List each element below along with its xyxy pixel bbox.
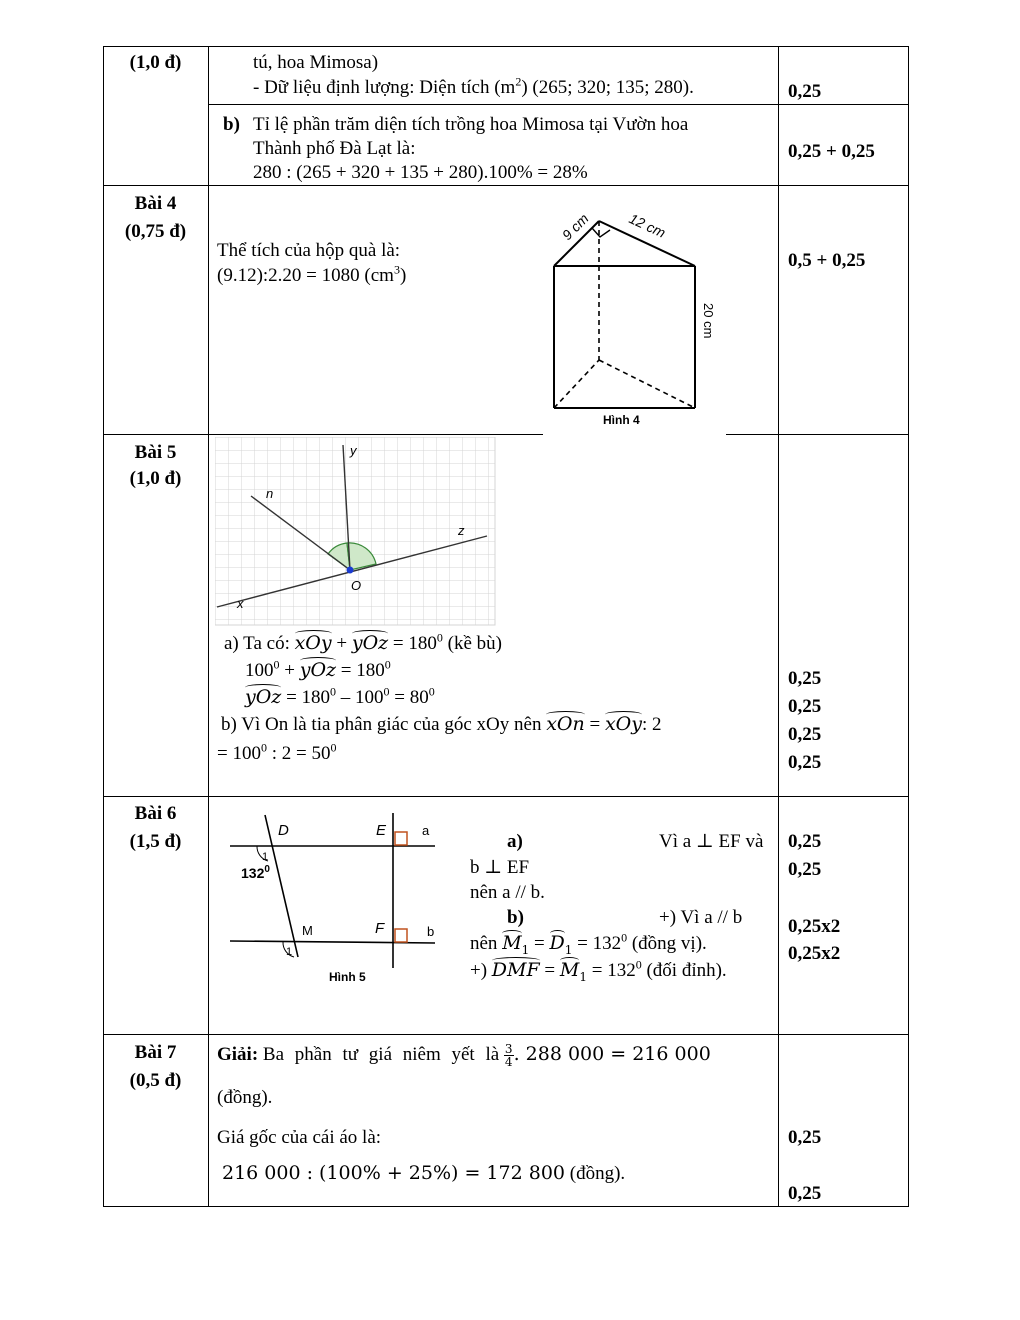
row2-label-b: b) xyxy=(223,114,240,135)
bai5-score-1: 0,25 xyxy=(788,668,822,689)
bai6-score-1: 0,25 xyxy=(788,831,822,852)
label-20cm: 20 cm xyxy=(701,303,716,339)
row1-score: 0,25 xyxy=(788,81,822,102)
label-x: x xyxy=(237,596,244,611)
bai5-score-3: 0,25 xyxy=(788,724,822,745)
bai7-title: Bài 7 xyxy=(134,1042,177,1063)
table-border-right xyxy=(908,46,909,1207)
bai4-title: Bài 4 xyxy=(134,193,177,214)
bai7-line4: 216 000 : (100% + 25%) = 172 800 (đồng). xyxy=(222,1162,626,1184)
bai5-a-line1: a) Ta có: xOy + yOz = $180^0$ (kề bù) xyxy=(224,630,502,654)
bai4-text-line1: Thể tích của hộp quà là: xyxy=(217,240,401,261)
label-y: y xyxy=(350,443,357,458)
bai7-line2: (đồng). xyxy=(217,1087,273,1108)
prism-hidden-edge xyxy=(599,360,695,408)
bai5-score-4: 0,25 xyxy=(788,752,822,773)
bai6-a-line1: Vì a ⊥ EF và xyxy=(659,831,764,852)
bai5-title: Bài 5 xyxy=(134,442,177,463)
bai6-b-line3: +) DMF = $M_1 = 132^0$ (đối đỉnh). xyxy=(470,957,727,984)
row-divider xyxy=(208,104,909,105)
row1-text-line1: tú, hoa Mimosa) xyxy=(253,52,379,73)
right-angle-f xyxy=(395,929,407,942)
prism-hidden-edge xyxy=(554,360,599,408)
row2-text-line2: Thành phố Đà Lạt là: xyxy=(253,138,416,159)
figure-4-caption: Hình 4 xyxy=(603,413,640,427)
bai5-b-line2: = $100^0$ : $2 = 50^0$ xyxy=(217,740,337,764)
bai6-score-4: 0,25x2 xyxy=(788,943,841,964)
fraction-3-4: $\frac{3}{4}$ xyxy=(504,1042,513,1069)
row-divider xyxy=(103,796,909,797)
label-132: $132^0$ xyxy=(241,864,270,881)
bai6-b-label: b) xyxy=(507,907,524,928)
label-z: z xyxy=(458,523,465,538)
label-9cm: 9 cm xyxy=(558,210,592,244)
figure-4-prism xyxy=(540,205,730,435)
label-b: b xyxy=(427,924,435,939)
col-divider xyxy=(208,46,209,1207)
bai4-score: 0,5 + 0,25 xyxy=(788,250,866,271)
bai5-a-line2: $100^0$ + yOz = $180^0$ xyxy=(245,657,391,681)
bai7-line3: Giá gốc của cái áo là: xyxy=(217,1127,382,1148)
figure-angles-xoy xyxy=(215,437,497,627)
figure-5-caption: Hình 5 xyxy=(329,970,366,984)
table-border-top xyxy=(103,46,909,47)
figure-5-parallel-lines xyxy=(225,805,450,985)
bai7-score-1: 0,25 xyxy=(788,1127,822,1148)
row2-text-line1: Tỉ lệ phần trăm diện tích trồng hoa Mimosa tại Vườn hoa xyxy=(253,114,689,135)
bai7-line1: Giải: Ba phần tư giá niêm yết là $\frac{3}{4}$ . 288 000 = 216 000 xyxy=(217,1042,711,1069)
row2-score: 0,25 + 0,25 xyxy=(788,141,875,162)
bai6-b-line2: nên $M_1 = D_1 = 132^0$ (đồng vị). xyxy=(470,930,707,957)
bai4-points: (0,75 đ) xyxy=(124,221,187,242)
bai6-a-label: a) xyxy=(507,831,523,852)
label-a: a xyxy=(422,823,430,838)
label-n: n xyxy=(266,486,274,501)
bai4-text-line2: (9.12):2.20 = 1080 $(cm^3)$ xyxy=(217,262,407,286)
label-e: E xyxy=(376,822,387,839)
label-angle-d1: 1 xyxy=(262,851,269,863)
right-angle-mark xyxy=(592,228,610,237)
bai6-a-line2: b ⊥ EF xyxy=(470,857,530,878)
label-o: O xyxy=(351,578,362,593)
label-f: F xyxy=(375,920,385,937)
col-divider xyxy=(778,46,779,1207)
bai6-score-2: 0,25 xyxy=(788,859,822,880)
bai6-b-line1: +) Vì a // b xyxy=(659,907,743,928)
bai6-points: (1,5 đ) xyxy=(129,831,182,852)
row1-text-line2: - Dữ liệu định lượng: Diện tích $(m^2)$ (265; 320; 135; 280). xyxy=(253,74,694,98)
row1-points: (1,0 đ) xyxy=(129,52,182,73)
row-divider xyxy=(726,434,909,435)
bai5-points: (1,0 đ) xyxy=(129,468,182,489)
bai6-a-line3: nên a // b. xyxy=(470,882,545,903)
bai7-points: (0,5 đ) xyxy=(129,1070,182,1091)
bai7-score-2: 0,25 xyxy=(788,1183,822,1204)
bai6-title: Bài 6 xyxy=(134,803,177,824)
label-m: M xyxy=(302,923,313,938)
bai5-b-line1: b) Vì On là tia phân giác của góc xOy nên xOn = xOy: 2 xyxy=(221,713,662,735)
bai5-a-line3: yOz = $180^0 - 100^0 = 80^0$ xyxy=(245,684,435,708)
label-12cm: 12 cm xyxy=(626,210,669,241)
label-d: D xyxy=(278,822,289,839)
point-o xyxy=(347,567,354,574)
row-divider xyxy=(103,1034,909,1035)
row2-text-line3: 280 : (265 + 320 + 135 + 280).100% = 28% xyxy=(253,162,588,183)
bai6-score-3: 0,25x2 xyxy=(788,916,841,937)
table-border-bottom xyxy=(103,1206,909,1207)
label-angle-m1: 1 xyxy=(286,946,293,958)
bai5-score-2: 0,25 xyxy=(788,696,822,717)
row-divider xyxy=(103,434,543,435)
right-angle-e xyxy=(395,832,407,845)
row-divider xyxy=(103,185,909,186)
